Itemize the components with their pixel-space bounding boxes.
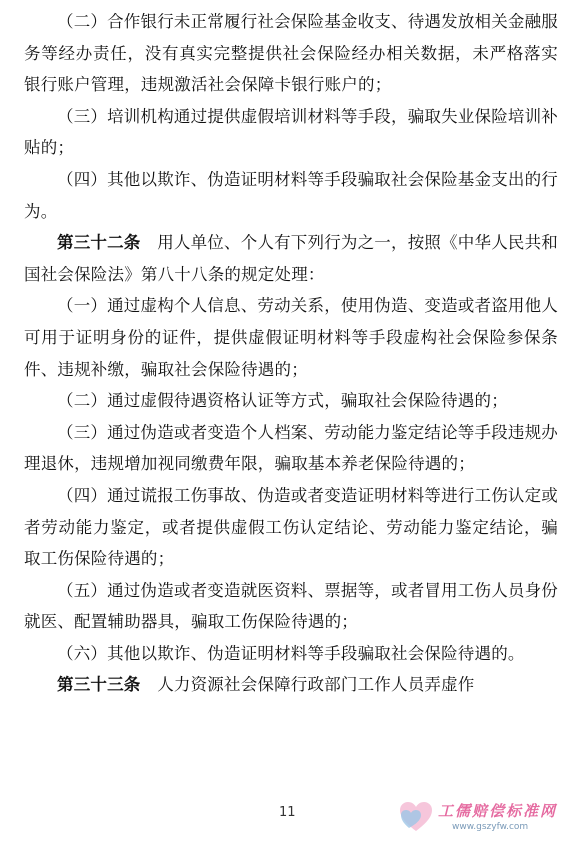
- paragraph-3: [24, 164, 558, 227]
- article-heading: 第三十二条: [57, 233, 141, 253]
- paragraph-text: （三）培训机构通过提供虚假培训材料等手段，骗取失业保险培训补贴的；: [24, 106, 558, 158]
- article-32: [24, 227, 558, 290]
- watermark-title: 工儒赔偿标准网: [438, 802, 558, 820]
- site-watermark: [398, 798, 570, 838]
- paragraph-text: （三）通过伪造或者变造个人档案、劳动能力鉴定结论等手段违规办理退休，违规增加视同缴费年限，骗取基本养老保险待遇的；: [24, 422, 558, 474]
- article-33: [24, 669, 558, 701]
- paragraph-text: （二）合作银行未正常履行社会保险基金收支、待遇发放相关金融服务等经办责任，没有真实完整提供社会保险经办相关数据，未严格落实银行账户管理，违规激活社会保障卡银行账户的；: [24, 12, 558, 95]
- paragraph-6: [24, 385, 558, 417]
- paragraph-text: （四）通过谎报工伤事故、伪造或者变造证明材料等进行工伤认定或者劳动能力鉴定，或者提供虚假工伤认定结论、劳动能力鉴定结论，骗取工伤保险待遇的；: [24, 485, 558, 569]
- paragraph-10: [24, 638, 558, 670]
- heart-logo-icon: [398, 800, 434, 834]
- paragraph-7: [24, 417, 558, 480]
- paragraph-1: [24, 6, 558, 101]
- paragraph-9: [24, 575, 558, 638]
- paragraph-text: （二）通过虚假待遇资格认证等方式，骗取社会保险待遇的；: [57, 391, 508, 411]
- paragraph-text: （四）其他以欺诈、伪造证明材料等手段骗取社会保险基金支出的行为。: [24, 169, 558, 221]
- page-number: 11: [279, 805, 296, 820]
- watermark-url: www.gszyfw.com: [452, 822, 529, 832]
- paragraph-text: 用人单位、个人有下列行为之一，按照《中华人民共和国社会保险法》第八十八条的规定处理：: [24, 233, 558, 284]
- paragraph-5: [24, 290, 558, 385]
- paragraph-text: （一）通过虚构个人信息、劳动关系，使用伪造、变造或者盗用他人可用于证明身份的证件，提供虚假证明材料等手段虚构社会保险参保条件、违规补缴，骗取社会保险待遇的；: [24, 296, 558, 379]
- paragraph-text: （五）通过伪造或者变造就医资料、票据等，或者冒用工伤人员身份就医、配置辅助器具，骗取工伤保险待遇的；: [24, 580, 558, 632]
- paragraph-8: [24, 480, 558, 575]
- paragraph-2: [24, 101, 558, 164]
- paragraph-text: （六）其他以欺诈、伪造证明材料等手段骗取社会保险待遇的。: [57, 643, 525, 663]
- paragraph-text: 人力资源社会保障行政部门工作人员弄虚作: [140, 675, 475, 695]
- article-heading: 第三十三条: [57, 675, 141, 695]
- page-footer: [0, 794, 582, 844]
